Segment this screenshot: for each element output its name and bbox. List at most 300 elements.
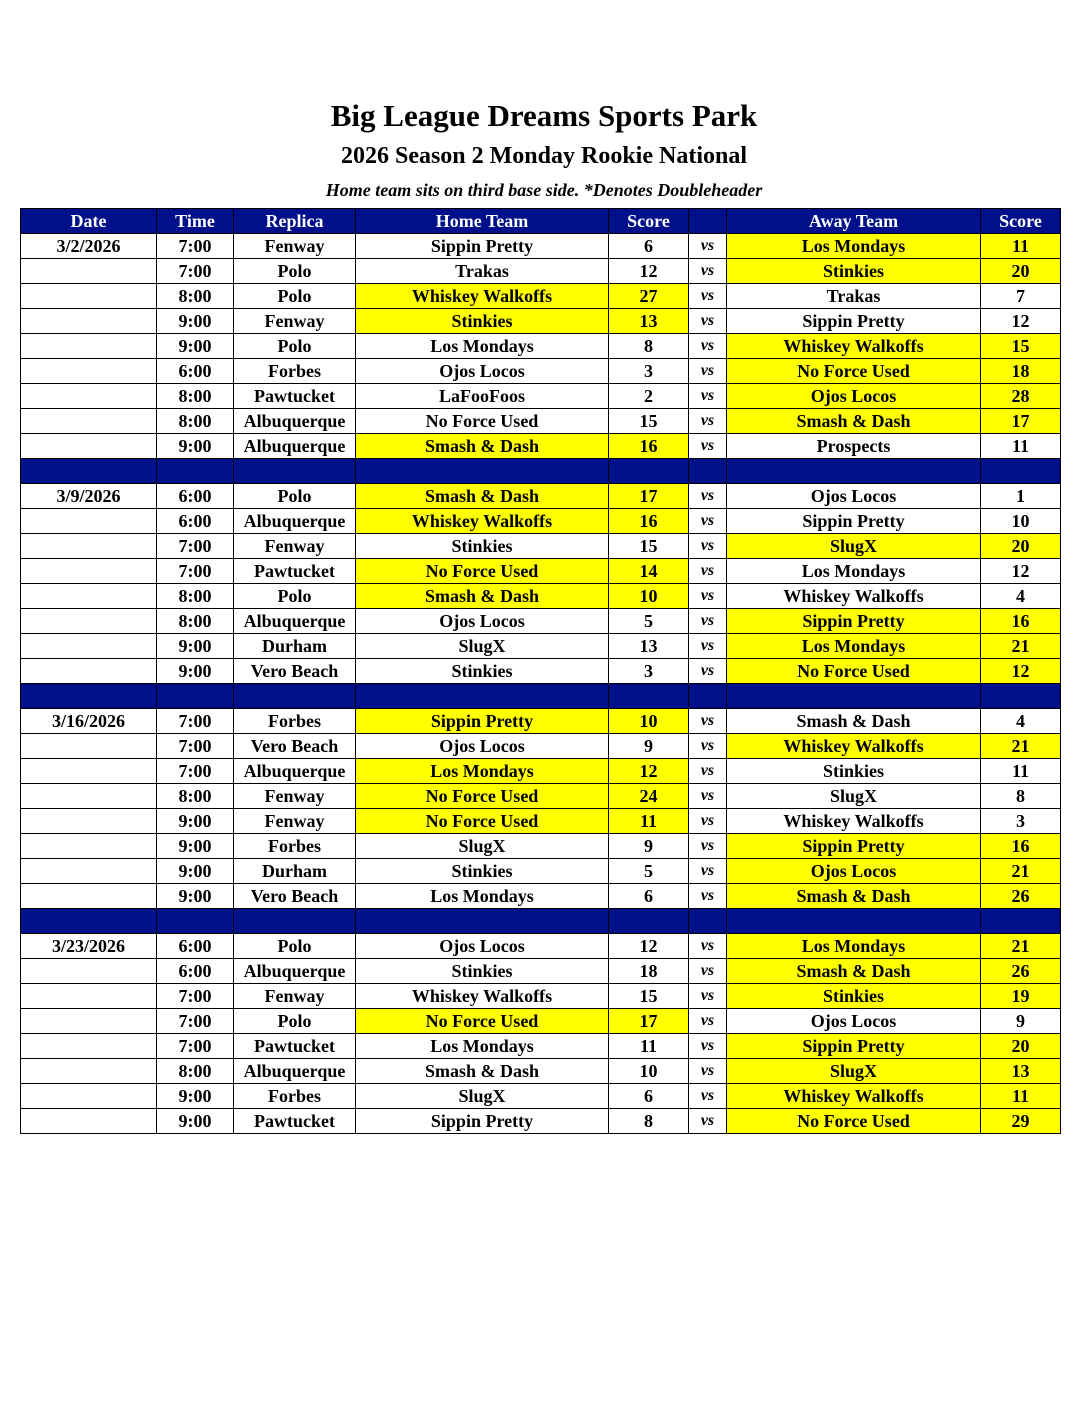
vs-cell: vs bbox=[689, 759, 727, 784]
home-team-cell: Stinkies bbox=[356, 859, 609, 884]
time-cell: 9:00 bbox=[157, 434, 234, 459]
replica-cell: Polo bbox=[234, 584, 356, 609]
date-cell bbox=[21, 1059, 157, 1084]
replica-cell: Albuquerque bbox=[234, 609, 356, 634]
replica-cell: Forbes bbox=[234, 359, 356, 384]
away-team-cell: Smash & Dash bbox=[727, 884, 981, 909]
vs-cell: vs bbox=[689, 509, 727, 534]
date-cell: 3/16/2026 bbox=[21, 709, 157, 734]
away-team-cell: Trakas bbox=[727, 284, 981, 309]
date-cell bbox=[21, 334, 157, 359]
away-score-cell: 20 bbox=[981, 259, 1061, 284]
away-team-cell: Ojos Locos bbox=[727, 859, 981, 884]
vs-cell: vs bbox=[689, 259, 727, 284]
time-cell: 9:00 bbox=[157, 1109, 234, 1134]
away-team-cell: SlugX bbox=[727, 784, 981, 809]
date-cell bbox=[21, 384, 157, 409]
separator-cell bbox=[727, 909, 981, 934]
away-score-cell: 11 bbox=[981, 234, 1061, 259]
vs-cell: vs bbox=[689, 959, 727, 984]
table-row bbox=[21, 934, 1061, 959]
home-score-cell: 6 bbox=[609, 1084, 689, 1109]
away-score-cell: 11 bbox=[981, 759, 1061, 784]
replica-cell: Albuquerque bbox=[234, 959, 356, 984]
vs-cell: vs bbox=[689, 534, 727, 559]
col-header-time: Time bbox=[157, 209, 234, 234]
table-row bbox=[21, 484, 1061, 509]
date-cell bbox=[21, 859, 157, 884]
away-score-cell: 8 bbox=[981, 784, 1061, 809]
vs-cell: vs bbox=[689, 359, 727, 384]
time-cell: 7:00 bbox=[157, 259, 234, 284]
date-cell bbox=[21, 834, 157, 859]
away-score-cell: 10 bbox=[981, 509, 1061, 534]
time-cell: 7:00 bbox=[157, 534, 234, 559]
date-cell bbox=[21, 984, 157, 1009]
table-row bbox=[21, 1059, 1061, 1084]
home-team-cell: Smash & Dash bbox=[356, 434, 609, 459]
home-team-cell: SlugX bbox=[356, 1084, 609, 1109]
away-team-cell: Sippin Pretty bbox=[727, 309, 981, 334]
away-score-cell: 7 bbox=[981, 284, 1061, 309]
time-cell: 7:00 bbox=[157, 1009, 234, 1034]
home-score-cell: 3 bbox=[609, 359, 689, 384]
time-cell: 8:00 bbox=[157, 384, 234, 409]
home-team-cell: Ojos Locos bbox=[356, 734, 609, 759]
time-cell: 6:00 bbox=[157, 934, 234, 959]
time-cell: 9:00 bbox=[157, 659, 234, 684]
time-cell: 9:00 bbox=[157, 309, 234, 334]
away-score-cell: 12 bbox=[981, 659, 1061, 684]
table-row bbox=[21, 859, 1061, 884]
home-score-cell: 8 bbox=[609, 1109, 689, 1134]
table-row bbox=[21, 584, 1061, 609]
replica-cell: Forbes bbox=[234, 709, 356, 734]
time-cell: 8:00 bbox=[157, 1059, 234, 1084]
home-score-cell: 15 bbox=[609, 534, 689, 559]
date-cell bbox=[21, 1109, 157, 1134]
home-score-cell: 18 bbox=[609, 959, 689, 984]
home-team-cell: Ojos Locos bbox=[356, 359, 609, 384]
away-team-cell: Prospects bbox=[727, 434, 981, 459]
vs-cell: vs bbox=[689, 884, 727, 909]
vs-cell: vs bbox=[689, 1009, 727, 1034]
away-team-cell: Smash & Dash bbox=[727, 409, 981, 434]
table-row bbox=[21, 309, 1061, 334]
time-cell: 7:00 bbox=[157, 709, 234, 734]
vs-cell: vs bbox=[689, 484, 727, 509]
vs-cell: vs bbox=[689, 284, 727, 309]
home-team-cell: SlugX bbox=[356, 634, 609, 659]
replica-cell: Fenway bbox=[234, 309, 356, 334]
date-cell bbox=[21, 609, 157, 634]
separator-cell bbox=[21, 459, 157, 484]
away-team-cell: Whiskey Walkoffs bbox=[727, 734, 981, 759]
home-score-cell: 9 bbox=[609, 834, 689, 859]
page-note: Home team sits on third base side. *Denotes Doubleheader bbox=[325, 180, 763, 200]
col-header-vs bbox=[689, 209, 727, 234]
home-score-cell: 2 bbox=[609, 384, 689, 409]
replica-cell: Polo bbox=[234, 484, 356, 509]
table-row bbox=[21, 1034, 1061, 1059]
home-team-cell: Trakas bbox=[356, 259, 609, 284]
time-cell: 6:00 bbox=[157, 484, 234, 509]
replica-cell: Pawtucket bbox=[234, 384, 356, 409]
week-separator-row bbox=[21, 684, 1061, 709]
table-row bbox=[21, 509, 1061, 534]
date-cell: 3/23/2026 bbox=[21, 934, 157, 959]
replica-cell: Polo bbox=[234, 934, 356, 959]
time-cell: 7:00 bbox=[157, 984, 234, 1009]
replica-cell: Vero Beach bbox=[234, 884, 356, 909]
vs-cell: vs bbox=[689, 934, 727, 959]
away-score-cell: 12 bbox=[981, 309, 1061, 334]
table-row bbox=[21, 634, 1061, 659]
col-header-date: Date bbox=[21, 209, 157, 234]
away-team-cell: No Force Used bbox=[727, 1109, 981, 1134]
vs-cell: vs bbox=[689, 584, 727, 609]
away-score-cell: 15 bbox=[981, 334, 1061, 359]
away-score-cell: 4 bbox=[981, 709, 1061, 734]
away-team-cell: Los Mondays bbox=[727, 559, 981, 584]
away-team-cell: Stinkies bbox=[727, 984, 981, 1009]
date-cell bbox=[21, 359, 157, 384]
vs-cell: vs bbox=[689, 984, 727, 1009]
table-row bbox=[21, 609, 1061, 634]
away-score-cell: 28 bbox=[981, 384, 1061, 409]
table-row bbox=[21, 884, 1061, 909]
table-row bbox=[21, 1009, 1061, 1034]
vs-cell: vs bbox=[689, 834, 727, 859]
date-cell bbox=[21, 784, 157, 809]
home-team-cell: No Force Used bbox=[356, 559, 609, 584]
home-team-cell: No Force Used bbox=[356, 1009, 609, 1034]
vs-cell: vs bbox=[689, 784, 727, 809]
home-score-cell: 3 bbox=[609, 659, 689, 684]
away-score-cell: 29 bbox=[981, 1109, 1061, 1134]
vs-cell: vs bbox=[689, 709, 727, 734]
separator-cell bbox=[234, 909, 356, 934]
home-team-cell: Stinkies bbox=[356, 309, 609, 334]
date-cell bbox=[21, 634, 157, 659]
replica-cell: Fenway bbox=[234, 809, 356, 834]
home-score-cell: 5 bbox=[609, 859, 689, 884]
home-score-cell: 12 bbox=[609, 934, 689, 959]
date-cell bbox=[21, 584, 157, 609]
away-score-cell: 17 bbox=[981, 409, 1061, 434]
separator-cell bbox=[21, 684, 157, 709]
home-team-cell: Los Mondays bbox=[356, 884, 609, 909]
away-team-cell: Whiskey Walkoffs bbox=[727, 1084, 981, 1109]
replica-cell: Forbes bbox=[234, 1084, 356, 1109]
vs-cell: vs bbox=[689, 334, 727, 359]
col-header-home-team: Home Team bbox=[356, 209, 609, 234]
time-cell: 6:00 bbox=[157, 359, 234, 384]
home-score-cell: 16 bbox=[609, 434, 689, 459]
time-cell: 7:00 bbox=[157, 234, 234, 259]
away-team-cell: Smash & Dash bbox=[727, 959, 981, 984]
home-score-cell: 10 bbox=[609, 709, 689, 734]
away-score-cell: 16 bbox=[981, 609, 1061, 634]
away-score-cell: 12 bbox=[981, 559, 1061, 584]
away-team-cell: Sippin Pretty bbox=[727, 609, 981, 634]
separator-cell bbox=[727, 684, 981, 709]
time-cell: 6:00 bbox=[157, 509, 234, 534]
home-team-cell: Sippin Pretty bbox=[356, 1109, 609, 1134]
home-team-cell: Sippin Pretty bbox=[356, 234, 609, 259]
vs-cell: vs bbox=[689, 634, 727, 659]
replica-cell: Durham bbox=[234, 859, 356, 884]
away-score-cell: 21 bbox=[981, 734, 1061, 759]
away-team-cell: SlugX bbox=[727, 534, 981, 559]
home-score-cell: 10 bbox=[609, 584, 689, 609]
home-score-cell: 6 bbox=[609, 234, 689, 259]
date-cell bbox=[21, 284, 157, 309]
away-score-cell: 3 bbox=[981, 809, 1061, 834]
away-score-cell: 21 bbox=[981, 859, 1061, 884]
date-cell bbox=[21, 309, 157, 334]
separator-cell bbox=[727, 459, 981, 484]
home-score-cell: 16 bbox=[609, 509, 689, 534]
home-score-cell: 13 bbox=[609, 309, 689, 334]
time-cell: 9:00 bbox=[157, 1084, 234, 1109]
home-team-cell: Whiskey Walkoffs bbox=[356, 984, 609, 1009]
replica-cell: Vero Beach bbox=[234, 659, 356, 684]
away-score-cell: 13 bbox=[981, 1059, 1061, 1084]
home-score-cell: 24 bbox=[609, 784, 689, 809]
table-row bbox=[21, 659, 1061, 684]
date-cell bbox=[21, 409, 157, 434]
time-cell: 7:00 bbox=[157, 1034, 234, 1059]
away-team-cell: Whiskey Walkoffs bbox=[727, 584, 981, 609]
replica-cell: Polo bbox=[234, 259, 356, 284]
date-cell bbox=[21, 534, 157, 559]
date-cell bbox=[21, 734, 157, 759]
vs-cell: vs bbox=[689, 1034, 727, 1059]
away-score-cell: 20 bbox=[981, 534, 1061, 559]
time-cell: 8:00 bbox=[157, 784, 234, 809]
date-cell bbox=[21, 1009, 157, 1034]
home-score-cell: 11 bbox=[609, 809, 689, 834]
home-score-cell: 14 bbox=[609, 559, 689, 584]
table-row bbox=[21, 384, 1061, 409]
replica-cell: Pawtucket bbox=[234, 1109, 356, 1134]
replica-cell: Albuquerque bbox=[234, 509, 356, 534]
replica-cell: Pawtucket bbox=[234, 559, 356, 584]
away-score-cell: 20 bbox=[981, 1034, 1061, 1059]
vs-cell: vs bbox=[689, 809, 727, 834]
away-team-cell: Ojos Locos bbox=[727, 1009, 981, 1034]
away-team-cell: Sippin Pretty bbox=[727, 509, 981, 534]
separator-cell bbox=[356, 684, 609, 709]
home-team-cell: Los Mondays bbox=[356, 334, 609, 359]
replica-cell: Polo bbox=[234, 284, 356, 309]
date-cell bbox=[21, 259, 157, 284]
separator-cell bbox=[609, 909, 689, 934]
col-header-away-score: Score bbox=[981, 209, 1061, 234]
table-row bbox=[21, 334, 1061, 359]
time-cell: 8:00 bbox=[157, 409, 234, 434]
table-header-row bbox=[21, 209, 1061, 234]
table-row bbox=[21, 759, 1061, 784]
home-team-cell: Ojos Locos bbox=[356, 934, 609, 959]
date-cell: 3/9/2026 bbox=[21, 484, 157, 509]
away-score-cell: 1 bbox=[981, 484, 1061, 509]
away-score-cell: 26 bbox=[981, 884, 1061, 909]
vs-cell: vs bbox=[689, 609, 727, 634]
table-row bbox=[21, 534, 1061, 559]
home-team-cell: Sippin Pretty bbox=[356, 709, 609, 734]
separator-cell bbox=[21, 909, 157, 934]
home-team-cell: Los Mondays bbox=[356, 1034, 609, 1059]
home-score-cell: 12 bbox=[609, 259, 689, 284]
home-score-cell: 11 bbox=[609, 1034, 689, 1059]
date-cell bbox=[21, 884, 157, 909]
away-team-cell: Los Mondays bbox=[727, 234, 981, 259]
away-team-cell: Stinkies bbox=[727, 259, 981, 284]
vs-cell: vs bbox=[689, 309, 727, 334]
replica-cell: Polo bbox=[234, 334, 356, 359]
home-score-cell: 15 bbox=[609, 984, 689, 1009]
date-cell bbox=[21, 559, 157, 584]
vs-cell: vs bbox=[689, 1084, 727, 1109]
home-team-cell: No Force Used bbox=[356, 809, 609, 834]
schedule-body bbox=[21, 234, 1061, 1134]
vs-cell: vs bbox=[689, 659, 727, 684]
replica-cell: Fenway bbox=[234, 784, 356, 809]
away-team-cell: SlugX bbox=[727, 1059, 981, 1084]
away-team-cell: Whiskey Walkoffs bbox=[727, 334, 981, 359]
home-team-cell: Stinkies bbox=[356, 959, 609, 984]
separator-cell bbox=[689, 459, 727, 484]
home-team-cell: No Force Used bbox=[356, 784, 609, 809]
table-row bbox=[21, 984, 1061, 1009]
vs-cell: vs bbox=[689, 384, 727, 409]
separator-cell bbox=[356, 459, 609, 484]
replica-cell: Fenway bbox=[234, 234, 356, 259]
separator-cell bbox=[981, 909, 1061, 934]
away-score-cell: 11 bbox=[981, 1084, 1061, 1109]
separator-cell bbox=[689, 684, 727, 709]
date-cell bbox=[21, 959, 157, 984]
table-row bbox=[21, 734, 1061, 759]
replica-cell: Albuquerque bbox=[234, 759, 356, 784]
col-header-replica: Replica bbox=[234, 209, 356, 234]
home-team-cell: Smash & Dash bbox=[356, 584, 609, 609]
page-subtitle: 2026 Season 2 Monday Rookie National bbox=[340, 143, 748, 169]
home-score-cell: 27 bbox=[609, 284, 689, 309]
away-team-cell: Stinkies bbox=[727, 759, 981, 784]
table-row bbox=[21, 559, 1061, 584]
separator-cell bbox=[157, 684, 234, 709]
home-team-cell: SlugX bbox=[356, 834, 609, 859]
replica-cell: Forbes bbox=[234, 834, 356, 859]
date-cell bbox=[21, 659, 157, 684]
away-team-cell: Ojos Locos bbox=[727, 384, 981, 409]
col-header-home-score: Score bbox=[609, 209, 689, 234]
replica-cell: Durham bbox=[234, 634, 356, 659]
home-team-cell: Ojos Locos bbox=[356, 609, 609, 634]
away-score-cell: 11 bbox=[981, 434, 1061, 459]
vs-cell: vs bbox=[689, 1109, 727, 1134]
date-cell bbox=[21, 809, 157, 834]
date-cell bbox=[21, 434, 157, 459]
separator-cell bbox=[981, 684, 1061, 709]
home-team-cell: No Force Used bbox=[356, 409, 609, 434]
away-score-cell: 18 bbox=[981, 359, 1061, 384]
home-score-cell: 15 bbox=[609, 409, 689, 434]
away-team-cell: Sippin Pretty bbox=[727, 1034, 981, 1059]
vs-cell: vs bbox=[689, 1059, 727, 1084]
time-cell: 9:00 bbox=[157, 634, 234, 659]
table-row bbox=[21, 809, 1061, 834]
time-cell: 7:00 bbox=[157, 559, 234, 584]
home-score-cell: 5 bbox=[609, 609, 689, 634]
table-row bbox=[21, 1084, 1061, 1109]
away-score-cell: 4 bbox=[981, 584, 1061, 609]
time-cell: 8:00 bbox=[157, 609, 234, 634]
away-score-cell: 21 bbox=[981, 634, 1061, 659]
date-cell bbox=[21, 509, 157, 534]
home-team-cell: Los Mondays bbox=[356, 759, 609, 784]
week-separator-row bbox=[21, 909, 1061, 934]
away-team-cell: No Force Used bbox=[727, 659, 981, 684]
col-header-away-team: Away Team bbox=[727, 209, 981, 234]
time-cell: 8:00 bbox=[157, 284, 234, 309]
replica-cell: Pawtucket bbox=[234, 1034, 356, 1059]
home-team-cell: Smash & Dash bbox=[356, 1059, 609, 1084]
home-score-cell: 17 bbox=[609, 484, 689, 509]
home-score-cell: 6 bbox=[609, 884, 689, 909]
separator-cell bbox=[157, 909, 234, 934]
time-cell: 9:00 bbox=[157, 834, 234, 859]
table-row bbox=[21, 234, 1061, 259]
separator-cell bbox=[234, 684, 356, 709]
home-team-cell: Whiskey Walkoffs bbox=[356, 284, 609, 309]
replica-cell: Albuquerque bbox=[234, 1059, 356, 1084]
away-team-cell: Smash & Dash bbox=[727, 709, 981, 734]
replica-cell: Albuquerque bbox=[234, 434, 356, 459]
time-cell: 9:00 bbox=[157, 809, 234, 834]
replica-cell: Vero Beach bbox=[234, 734, 356, 759]
away-team-cell: No Force Used bbox=[727, 359, 981, 384]
away-team-cell: Los Mondays bbox=[727, 634, 981, 659]
home-score-cell: 13 bbox=[609, 634, 689, 659]
table-row bbox=[21, 409, 1061, 434]
away-team-cell: Ojos Locos bbox=[727, 484, 981, 509]
home-score-cell: 9 bbox=[609, 734, 689, 759]
away-team-cell: Sippin Pretty bbox=[727, 834, 981, 859]
away-score-cell: 9 bbox=[981, 1009, 1061, 1034]
table-row bbox=[21, 359, 1061, 384]
time-cell: 7:00 bbox=[157, 734, 234, 759]
week-separator-row bbox=[21, 459, 1061, 484]
home-score-cell: 10 bbox=[609, 1059, 689, 1084]
home-score-cell: 8 bbox=[609, 334, 689, 359]
time-cell: 9:00 bbox=[157, 859, 234, 884]
table-row bbox=[21, 259, 1061, 284]
vs-cell: vs bbox=[689, 234, 727, 259]
vs-cell: vs bbox=[689, 559, 727, 584]
vs-cell: vs bbox=[689, 409, 727, 434]
separator-cell bbox=[157, 459, 234, 484]
home-team-cell: Stinkies bbox=[356, 659, 609, 684]
time-cell: 9:00 bbox=[157, 334, 234, 359]
date-cell bbox=[21, 1034, 157, 1059]
table-row bbox=[21, 284, 1061, 309]
home-team-cell: Whiskey Walkoffs bbox=[356, 509, 609, 534]
separator-cell bbox=[981, 459, 1061, 484]
